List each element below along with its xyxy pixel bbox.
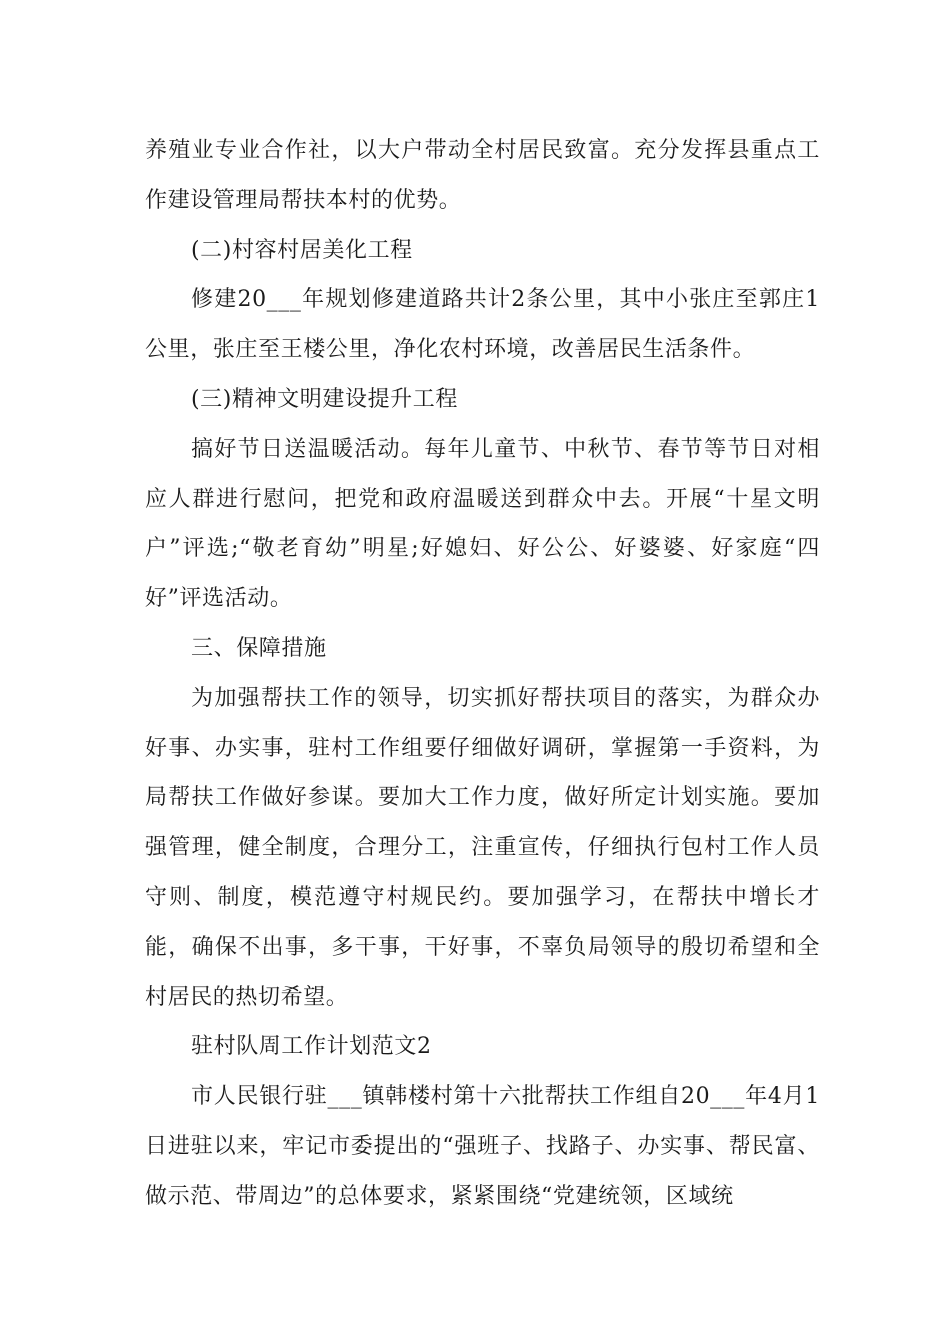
paragraph-continued-cooperative: 养殖业专业合作社，以大户带动全村居民致富。充分发挥县重点工作建设管理局帮扶本村的优势。 [145, 138, 820, 213]
paragraph-holiday-activities: 搞好节日送温暖活动。每年儿童节、中秋节、春节等节日对相应人群进行慰问，把党和政府温暖送到群众中去。开展“十星文明户”评选;“敬老育幼”明星;好媳妇、好公公、好婆婆、好家庭“四好”评选活动。 [145, 436, 820, 612]
paragraph-safeguard-details: 为加强帮扶工作的领导，切实抓好帮扶项目的落实，为群众办好事、办实事，驻村工作组要仔细做好调研，掌握第一手资料，为局帮扶工作做好参谋。要加大工作力度，做好所定计划实施。要加强管理，健全制度，合理分工，注重宣传，仔细执行包村工作人员守则、制度，模范遵守村规民约。要加强学习，在帮扶中增长才能，确保不出事，多干事，干好事，不辜负局领导的殷切希望和全村居民的热切希望。 [145, 685, 820, 1010]
heading-spiritual-civilization: (三)精神文明建设提升工程 [191, 386, 458, 412]
paragraph-road-construction: 修建20___年规划修建道路共计2条公里，其中小张庄至郭庄1公里，张庄至王楼公里，净化农村环境，改善居民生活条件。 [145, 287, 820, 363]
document-body [145, 126, 820, 1222]
paragraph-bank-work-group: 市人民银行驻___镇韩楼村第十六批帮扶工作组自20___年4月1日进驻以来，牢记市委提出的“强班子、找路子、办实事、帮民富、做示范、带周边”的总体要求，紧紧围绕“党建统领，区域统 [145, 1084, 820, 1209]
heading-village-beautification: (二)村容村居美化工程 [191, 237, 413, 263]
heading-safeguard-measures: 三、保障措施 [191, 635, 327, 661]
heading-sample-two: 驻村队周工作计划范文2 [191, 1034, 432, 1060]
